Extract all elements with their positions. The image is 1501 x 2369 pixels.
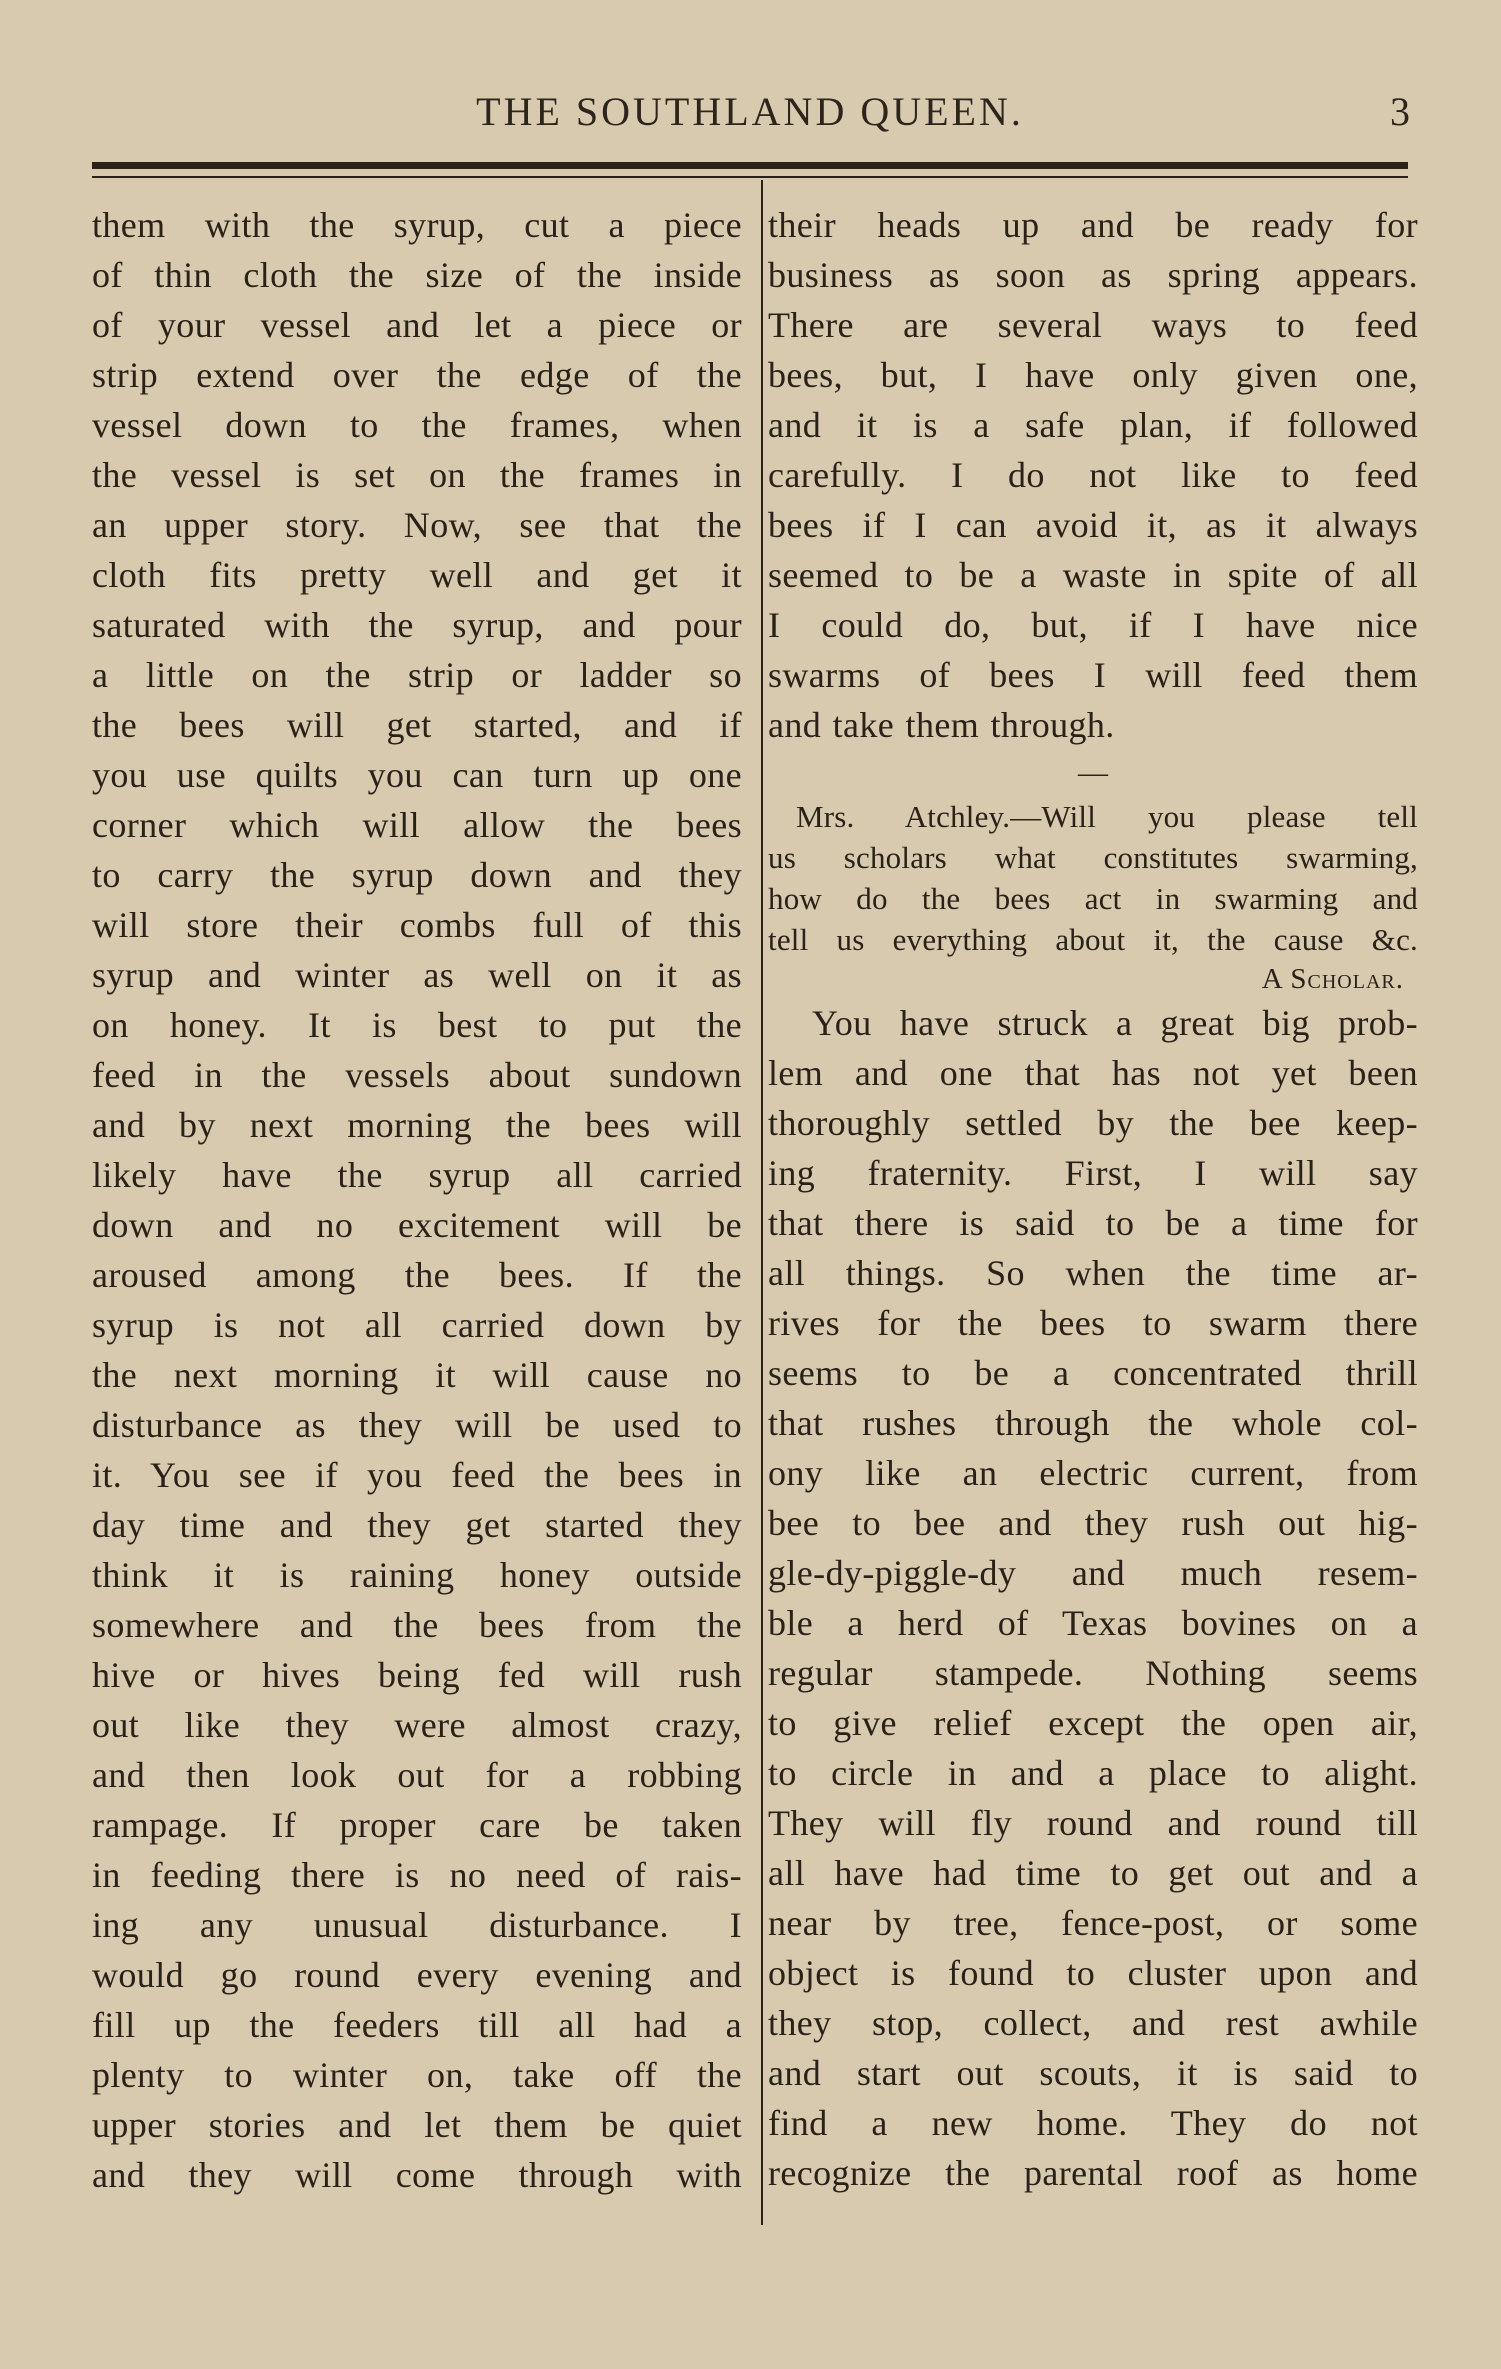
text-line: thoroughly settled by the bee keep- <box>768 1103 1418 1143</box>
text-line: cloth fits pretty well and get it <box>92 555 742 595</box>
text-line: you use quilts you can turn up one <box>92 755 742 795</box>
text-line: saturated with the syrup, and pour <box>92 605 742 645</box>
text-line: of thin cloth the size of the inside <box>92 255 742 295</box>
text-line: There are several ways to feed <box>768 305 1418 345</box>
text-line: an upper story. Now, see that the <box>92 505 742 545</box>
text-line: feed in the vessels about sundown <box>92 1055 742 1095</box>
text-line: carefully. I do not like to feed <box>768 455 1418 495</box>
text-line: and they will come through with <box>92 2155 742 2195</box>
text-line: that there is said to be a time for <box>768 1203 1418 1243</box>
text-line: would go round every evening and <box>92 1955 742 1995</box>
text-line: tell us everything about it, the cause &c. <box>768 922 1418 957</box>
text-line: and take them through. <box>768 705 1115 745</box>
text-line: they stop, collect, and rest awhile <box>768 2003 1418 2043</box>
text-line: somewhere and the bees from the <box>92 1605 742 1645</box>
text-line: swarms of bees I will feed them <box>768 655 1418 695</box>
text-line: object is found to cluster upon and <box>768 1953 1418 1993</box>
page-number: 3 <box>1390 89 1410 134</box>
text-line: corner which will allow the bees <box>92 805 742 845</box>
text-line: the bees will get started, and if <box>92 705 742 745</box>
letter-signature: A Scholar. <box>1261 963 1404 995</box>
text-line: business as soon as spring appears. <box>768 255 1418 295</box>
text-line: us scholars what constitutes swarming, <box>768 840 1418 875</box>
text-line: find a new home. They do not <box>768 2103 1418 2143</box>
text-line: Mrs. Atchley.—Will you please tell <box>796 799 1418 834</box>
text-line: all have had time to get out and a <box>768 1853 1418 1893</box>
reader-letter <box>768 796 1418 960</box>
text-line: aroused among the bees. If the <box>92 1255 742 1295</box>
text-line: to carry the syrup down and they <box>92 855 742 895</box>
text-line: rives for the bees to swarm there <box>768 1303 1418 1343</box>
text-line: bee to bee and they rush out hig- <box>768 1503 1418 1543</box>
text-line: syrup is not all carried down by <box>92 1305 742 1345</box>
right-column-text-top <box>768 200 1418 750</box>
column-divider <box>761 180 763 2225</box>
header-rule-thick <box>92 162 1408 169</box>
text-line: them with the syrup, cut a piece <box>92 205 742 245</box>
text-line: day time and they get started they <box>92 1505 742 1545</box>
text-line: think it is raining honey outside <box>92 1555 742 1595</box>
text-line: in feeding there is no need of rais- <box>92 1855 742 1895</box>
text-line: and by next morning the bees will <box>92 1105 742 1145</box>
text-line: bees if I can avoid it, as it always <box>768 505 1418 545</box>
text-line: all things. So when the time ar- <box>768 1253 1418 1293</box>
text-line: it. You see if you feed the bees in <box>92 1455 742 1495</box>
header-rule-thin <box>92 176 1408 178</box>
text-line: on honey. It is best to put the <box>92 1005 742 1045</box>
text-line: ble a herd of Texas bovines on a <box>768 1603 1418 1643</box>
text-line: will store their combs full of this <box>92 905 742 945</box>
text-line: fill up the feeders till all had a <box>92 2005 742 2045</box>
text-line: the next morning it will cause no <box>92 1355 742 1395</box>
text-line: syrup and winter as well on it as <box>92 955 742 995</box>
text-line: rampage. If proper care be taken <box>92 1805 742 1845</box>
text-line: and then look out for a robbing <box>92 1755 742 1795</box>
text-line: a little on the strip or ladder so <box>92 655 742 695</box>
text-line: recognize the parental roof as home <box>768 2153 1418 2193</box>
text-line: and start out scouts, it is said to <box>768 2053 1418 2093</box>
text-line: that rushes through the whole col- <box>768 1403 1418 1443</box>
text-line: their heads up and be ready for <box>768 205 1418 245</box>
section-separator: — <box>1078 756 1108 789</box>
text-line: bees, but, I have only given one, <box>768 355 1418 395</box>
text-line: gle-dy-piggle-dy and much resem- <box>768 1553 1418 1593</box>
text-line: strip extend over the edge of the <box>92 355 742 395</box>
text-line: out like they were almost crazy, <box>92 1705 742 1745</box>
left-column <box>92 200 742 2200</box>
text-line: upper stories and let them be quiet <box>92 2105 742 2145</box>
text-line: You have struck a great big prob- <box>812 1003 1418 1043</box>
text-line: how do the bees act in swarming and <box>768 881 1418 916</box>
text-line: They will fly round and round till <box>768 1803 1418 1843</box>
text-line: near by tree, fence-post, or some <box>768 1903 1418 1943</box>
text-line: plenty to winter on, take off the <box>92 2055 742 2095</box>
reply-text <box>768 998 1418 2198</box>
text-line: seemed to be a waste in spite of all <box>768 555 1418 595</box>
left-column-text <box>92 200 742 2200</box>
text-line: I could do, but, if I have nice <box>768 605 1418 645</box>
running-head <box>90 88 1410 138</box>
text-line: hive or hives being fed will rush <box>92 1655 742 1695</box>
text-line: to circle in and a place to alight. <box>768 1753 1418 1793</box>
right-column <box>768 200 1418 2198</box>
text-line: ony like an electric current, from <box>768 1453 1418 1493</box>
text-line: the vessel is set on the frames in <box>92 455 742 495</box>
text-line: of your vessel and let a piece or <box>92 305 742 345</box>
text-line: down and no excitement will be <box>92 1205 742 1245</box>
text-line: ing any unusual disturbance. I <box>92 1905 742 1945</box>
text-line: and it is a safe plan, if followed <box>768 405 1418 445</box>
text-line: to give relief except the open air, <box>768 1703 1418 1743</box>
text-line: seems to be a concentrated thrill <box>768 1353 1418 1393</box>
text-line: disturbance as they will be used to <box>92 1405 742 1445</box>
text-line: ing fraternity. First, I will say <box>768 1153 1418 1193</box>
running-title: THE SOUTHLAND QUEEN. <box>476 89 1024 134</box>
text-line: vessel down to the frames, when <box>92 405 742 445</box>
text-line: lem and one that has not yet been <box>768 1053 1418 1093</box>
text-line: regular stampede. Nothing seems <box>768 1653 1418 1693</box>
text-line: likely have the syrup all carried <box>92 1155 742 1195</box>
